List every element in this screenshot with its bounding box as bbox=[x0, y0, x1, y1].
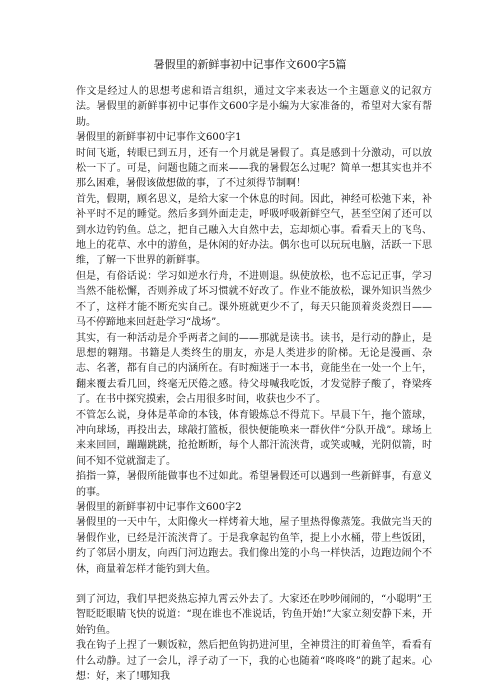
document-body bbox=[76, 84, 432, 684]
body-paragraph: 时间飞逝，转眼已到五月，还有一个月就是暑假了。真是感到十分激动，可以放松一下了。可是，问题也随之而来——我的暑假怎么过呢？简单一想其实也并不那么困难，暑假该做想做的事，了不过须得节制啊！ bbox=[76, 147, 432, 190]
document-title: 暑假里的新鲜事初中记事作文600字5篇 bbox=[153, 58, 347, 71]
body-paragraph: 首先，假期，顾名思义，是给大家一个休息的时间。因此，神经可松弛下来，补补平时不足的睡觉。然后多到外面走走，呼吸呼吸新鲜空气，甚至空闲了还可以到水边钓钓鱼。总之，把自己融入大自然中去，忘却烦心事。看看天上的飞鸟、地上的花草、水中的游鱼，是休闲的好办法。偶尔也可以玩玩电脑，活跃一下思维，了解一下世界的新鲜事。 bbox=[76, 193, 432, 267]
body-paragraph: 暑假里的一天中午，太阳像火一样烤着大地，屋子里热得像蒸笼。我做完当天的暑假作业，已经是汗流浃背了。于是我拿起钓鱼竿，提上小水桶，带上些饭团，约了邻居小朋友，向西门河边跑去。我们像出笼的小鸟一样快活，边跑边闹个不休，商量着怎样才能钓到大鱼。 bbox=[76, 517, 432, 575]
intro-paragraph: 作文是经过人的思想考虑和语言组织，通过文字来表达一个主题意义的记叙方法。暑假里的新鲜事初中记事作文600字是小编为大家准备的，希望对大家有帮助。 bbox=[76, 86, 432, 128]
body-paragraph: 到了河边，我们早把炎热忘掉九霄云外去了。大家还在吵吵闹闹的，“小聪明”王智眨眨眼睛飞快的说道：“现在谁也不准说话，钓鱼开始!”大家立刻安静下来，开始钓鱼。 bbox=[76, 594, 432, 636]
body-paragraph: 不管怎么说，身体是革命的本钱，体育锻炼总不得荒下。早晨下午，拖个篮球，冲向球场，再投出去，球敲打篮板，很快便能唤来一群伙伴“分队开战”。球场上来来回回，蹦蹦跳跳，抢抢断断，每个人都汗流浃背，或笑或喊，光阴似箭，时间不知不觉就溜走了。 bbox=[76, 409, 432, 467]
body-paragraph: 但是，有俗话说：学习如逆水行舟，不进则退。纵使放松，也不忘记正事，学习当然不能松懈，否则养成了坏习惯就不好改了。作业不能放松，课外知识当然少不了，这样才能不断充实自己。课外班就更少不了，每天只能顶着炎炎烈日——马不停蹄地来回赶赴学习“战场”。 bbox=[76, 270, 432, 329]
body-paragraph: 掐指一算，暑假所能做事也不过如此。希望暑假还可以遇到一些新鲜事，有意义的事。 bbox=[76, 471, 432, 498]
body-paragraph: 我在钩子上捏了一颗饭粒，然后把鱼钩扔进河里，全神贯注的盯着鱼竿，看看有什么动静。过了一会儿，浮子动了一下，我的心也随着“咚咚咚”的跳了起来。心想：好，来了!哪知我 bbox=[76, 640, 432, 683]
section-heading-1: 暑假里的新鲜事初中记事作文600字1 bbox=[76, 132, 242, 144]
body-paragraph: 其实，有一种活动是介乎两者之间的——那就是读书。读书，是行动的静止，是思想的翱翔。书籍是人类终生的朋友，亦是人类进步的阶梯。无论是漫画、杂志、名著，都有自己的内涵所在。有时痴迷于一本书，竟能坐在一处一个上午，翻来覆去看几回，终毫无厌倦之感。待父母喊我吃饭，才发觉脖子酸了，脊梁疼了。在书中探究摸索，会占用很多时间，收获也少不了。 bbox=[76, 332, 432, 406]
section-heading-2: 暑假里的新鲜事初中记事作文600字2 bbox=[76, 501, 242, 513]
